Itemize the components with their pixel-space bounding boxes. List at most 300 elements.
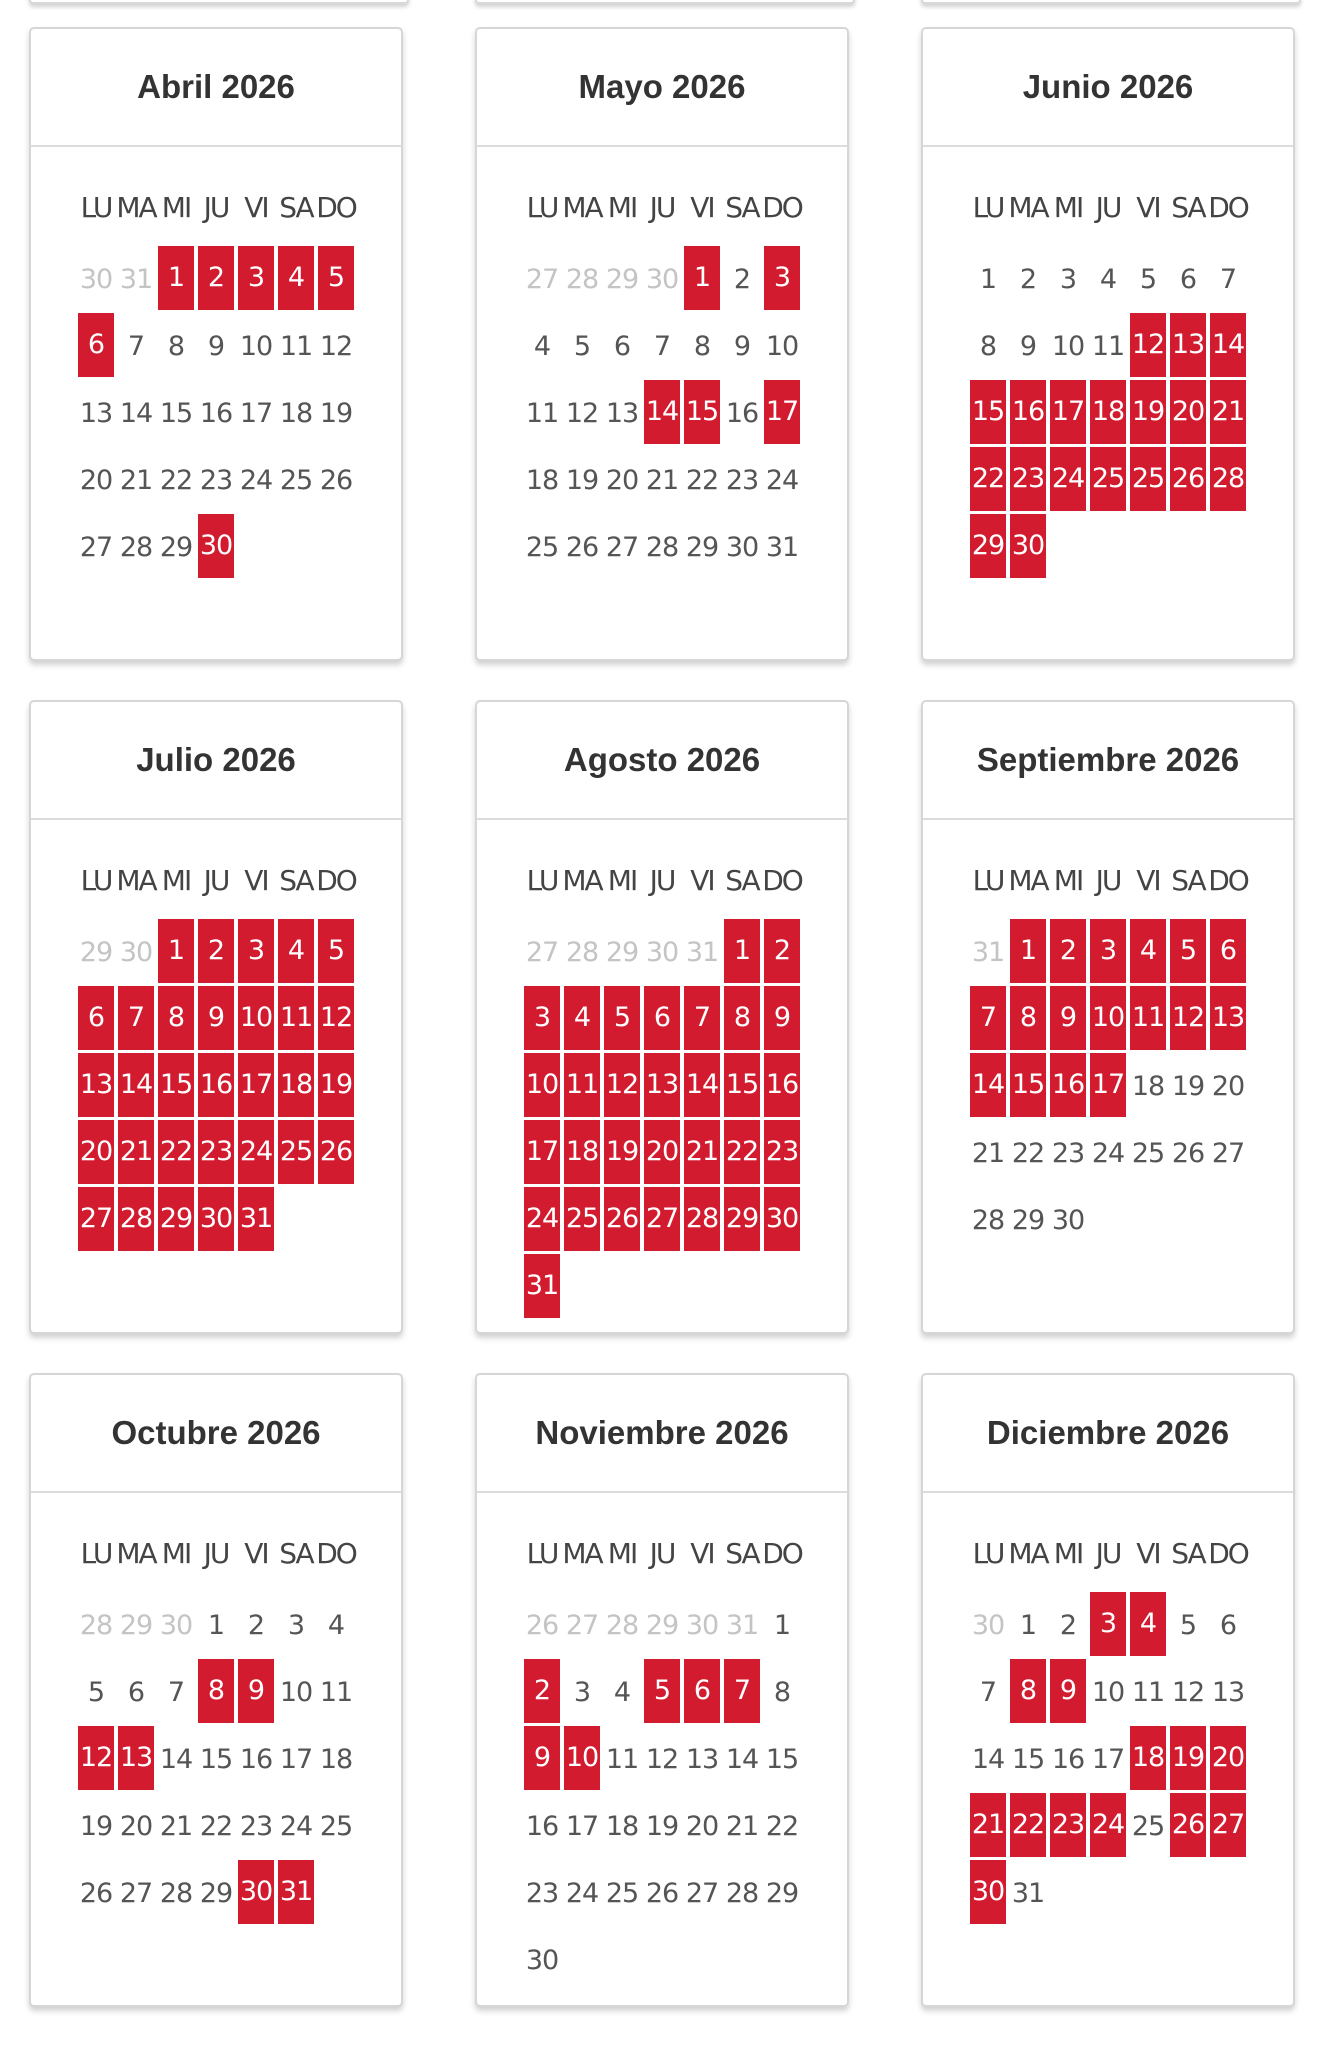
adjacent-month-day-cell[interactable]: 28 — [605, 1610, 639, 1641]
adjacent-month-day-cell[interactable]: 30 — [645, 937, 679, 968]
day-cell[interactable]: 4 — [1099, 264, 1117, 295]
highlighted-day-cell[interactable]: 23 — [1010, 447, 1046, 511]
adjacent-month-day-cell[interactable]: 27 — [525, 937, 559, 968]
day-cell[interactable]: 14 — [119, 398, 153, 429]
day-cell[interactable]: 25 — [1131, 1138, 1165, 1169]
highlighted-day-cell[interactable]: 4 — [1130, 1592, 1166, 1656]
highlighted-day-cell[interactable]: 24 — [1090, 1793, 1126, 1857]
highlighted-day-cell[interactable]: 6 — [644, 986, 680, 1050]
adjacent-month-day-cell[interactable]: 30 — [159, 1610, 193, 1641]
day-cell[interactable]: 21 — [119, 465, 153, 496]
highlighted-day-cell[interactable]: 5 — [318, 919, 354, 983]
adjacent-month-day-cell[interactable]: 31 — [119, 264, 153, 295]
highlighted-day-cell[interactable]: 15 — [684, 380, 720, 444]
highlighted-day-cell[interactable]: 5 — [1170, 919, 1206, 983]
highlighted-day-cell[interactable]: 3 — [524, 986, 560, 1050]
highlighted-day-cell[interactable]: 30 — [198, 1187, 234, 1251]
day-cell[interactable]: 10 — [765, 331, 799, 362]
day-cell[interactable]: 16 — [199, 398, 233, 429]
adjacent-month-day-cell[interactable]: 29 — [79, 937, 113, 968]
highlighted-day-cell[interactable]: 1 — [1010, 919, 1046, 983]
day-cell[interactable]: 4 — [533, 331, 551, 362]
highlighted-day-cell[interactable]: 28 — [684, 1187, 720, 1251]
day-cell[interactable]: 11 — [319, 1677, 353, 1708]
highlighted-day-cell[interactable]: 19 — [318, 1053, 354, 1117]
highlighted-day-cell[interactable]: 12 — [318, 986, 354, 1050]
highlighted-day-cell[interactable]: 10 — [524, 1053, 560, 1117]
day-cell[interactable]: 28 — [119, 532, 153, 563]
highlighted-day-cell[interactable]: 19 — [1130, 380, 1166, 444]
highlighted-day-cell[interactable]: 31 — [278, 1860, 314, 1924]
highlighted-day-cell[interactable]: 21 — [970, 1793, 1006, 1857]
day-cell[interactable]: 16 — [1051, 1744, 1085, 1775]
highlighted-day-cell[interactable]: 3 — [1090, 1592, 1126, 1656]
day-cell[interactable]: 24 — [279, 1811, 313, 1842]
day-cell[interactable]: 2 — [247, 1610, 265, 1641]
highlighted-day-cell[interactable]: 9 — [198, 986, 234, 1050]
highlighted-day-cell[interactable]: 8 — [724, 986, 760, 1050]
day-cell[interactable]: 14 — [159, 1744, 193, 1775]
day-cell[interactable]: 6 — [1179, 264, 1197, 295]
day-cell[interactable]: 12 — [1171, 1677, 1205, 1708]
day-cell[interactable]: 21 — [725, 1811, 759, 1842]
highlighted-day-cell[interactable]: 16 — [198, 1053, 234, 1117]
day-cell[interactable]: 6 — [1219, 1610, 1237, 1641]
highlighted-day-cell[interactable]: 30 — [198, 514, 234, 578]
day-cell[interactable]: 27 — [685, 1878, 719, 1909]
highlighted-day-cell[interactable]: 10 — [238, 986, 274, 1050]
day-cell[interactable]: 20 — [605, 465, 639, 496]
day-cell[interactable]: 25 — [525, 532, 559, 563]
highlighted-day-cell[interactable]: 11 — [1130, 986, 1166, 1050]
highlighted-day-cell[interactable]: 6 — [78, 313, 114, 377]
highlighted-day-cell[interactable]: 28 — [1210, 447, 1246, 511]
adjacent-month-day-cell[interactable]: 31 — [725, 1610, 759, 1641]
highlighted-day-cell[interactable]: 24 — [1050, 447, 1086, 511]
day-cell[interactable]: 26 — [565, 532, 599, 563]
day-cell[interactable]: 22 — [685, 465, 719, 496]
day-cell[interactable]: 2 — [733, 264, 751, 295]
highlighted-day-cell[interactable]: 9 — [1050, 1659, 1086, 1723]
day-cell[interactable]: 9 — [733, 331, 751, 362]
adjacent-month-day-cell[interactable]: 27 — [565, 1610, 599, 1641]
day-cell[interactable]: 30 — [1051, 1205, 1085, 1236]
day-cell[interactable]: 26 — [79, 1878, 113, 1909]
highlighted-day-cell[interactable]: 14 — [1210, 313, 1246, 377]
adjacent-month-day-cell[interactable]: 31 — [685, 937, 719, 968]
day-cell[interactable]: 12 — [319, 331, 353, 362]
day-cell[interactable]: 19 — [1171, 1071, 1205, 1102]
day-cell[interactable]: 10 — [279, 1677, 313, 1708]
highlighted-day-cell[interactable]: 11 — [278, 986, 314, 1050]
highlighted-day-cell[interactable]: 2 — [764, 919, 800, 983]
adjacent-month-day-cell[interactable]: 28 — [565, 937, 599, 968]
highlighted-day-cell[interactable]: 9 — [764, 986, 800, 1050]
day-cell[interactable]: 28 — [971, 1205, 1005, 1236]
day-cell[interactable]: 29 — [765, 1878, 799, 1909]
day-cell[interactable]: 19 — [645, 1811, 679, 1842]
highlighted-day-cell[interactable]: 26 — [1170, 1793, 1206, 1857]
day-cell[interactable]: 27 — [605, 532, 639, 563]
day-cell[interactable]: 19 — [79, 1811, 113, 1842]
day-cell[interactable]: 19 — [565, 465, 599, 496]
day-cell[interactable]: 11 — [1091, 331, 1125, 362]
adjacent-month-day-cell[interactable]: 26 — [525, 1610, 559, 1641]
adjacent-month-day-cell[interactable]: 30 — [685, 1610, 719, 1641]
day-cell[interactable]: 8 — [979, 331, 997, 362]
highlighted-day-cell[interactable]: 29 — [724, 1187, 760, 1251]
day-cell[interactable]: 10 — [1051, 331, 1085, 362]
day-cell[interactable]: 27 — [1211, 1138, 1245, 1169]
highlighted-day-cell[interactable]: 17 — [764, 380, 800, 444]
highlighted-day-cell[interactable]: 18 — [564, 1120, 600, 1184]
highlighted-day-cell[interactable]: 30 — [970, 1860, 1006, 1924]
highlighted-day-cell[interactable]: 25 — [564, 1187, 600, 1251]
highlighted-day-cell[interactable]: 7 — [970, 986, 1006, 1050]
adjacent-month-day-cell[interactable]: 29 — [645, 1610, 679, 1641]
day-cell[interactable]: 25 — [279, 465, 313, 496]
highlighted-day-cell[interactable]: 21 — [1210, 380, 1246, 444]
highlighted-day-cell[interactable]: 29 — [970, 514, 1006, 578]
highlighted-day-cell[interactable]: 7 — [724, 1659, 760, 1723]
day-cell[interactable]: 18 — [525, 465, 559, 496]
day-cell[interactable]: 26 — [1171, 1138, 1205, 1169]
highlighted-day-cell[interactable]: 14 — [644, 380, 680, 444]
highlighted-day-cell[interactable]: 4 — [278, 919, 314, 983]
weekday-header: DO — [1208, 864, 1248, 897]
highlighted-day-cell[interactable]: 13 — [1210, 986, 1246, 1050]
day-cell[interactable]: 6 — [127, 1677, 145, 1708]
day-cell[interactable]: 4 — [613, 1677, 631, 1708]
day-cell[interactable]: 7 — [1219, 264, 1237, 295]
highlighted-day-cell[interactable]: 27 — [1210, 1793, 1246, 1857]
highlighted-day-cell[interactable]: 18 — [278, 1053, 314, 1117]
day-cell[interactable]: 3 — [1059, 264, 1077, 295]
highlighted-day-cell[interactable]: 8 — [158, 986, 194, 1050]
highlighted-day-cell[interactable]: 20 — [1170, 380, 1206, 444]
day-cell[interactable]: 21 — [159, 1811, 193, 1842]
highlighted-day-cell[interactable]: 6 — [1210, 919, 1246, 983]
highlighted-day-cell[interactable]: 8 — [1010, 1659, 1046, 1723]
day-cell[interactable]: 14 — [971, 1744, 1005, 1775]
highlighted-day-cell[interactable]: 23 — [764, 1120, 800, 1184]
highlighted-day-cell[interactable]: 30 — [764, 1187, 800, 1251]
weekday-header: SA — [279, 1537, 313, 1570]
adjacent-month-day-cell[interactable]: 31 — [971, 937, 1005, 968]
adjacent-month-day-cell[interactable]: 30 — [119, 937, 153, 968]
day-cell[interactable]: 11 — [1131, 1677, 1165, 1708]
highlighted-day-cell[interactable]: 19 — [1170, 1726, 1206, 1790]
adjacent-month-day-cell[interactable]: 30 — [645, 264, 679, 295]
highlighted-day-cell[interactable]: 4 — [278, 246, 314, 310]
highlighted-day-cell[interactable]: 9 — [524, 1726, 560, 1790]
highlighted-day-cell[interactable]: 24 — [238, 1120, 274, 1184]
day-cell[interactable]: 12 — [645, 1744, 679, 1775]
highlighted-day-cell[interactable]: 26 — [1170, 447, 1206, 511]
day-cell[interactable]: 2 — [1019, 264, 1037, 295]
highlighted-day-cell[interactable]: 10 — [564, 1726, 600, 1790]
highlighted-day-cell[interactable]: 9 — [238, 1659, 274, 1723]
day-cell[interactable]: 21 — [645, 465, 679, 496]
day-cell[interactable]: 1 — [979, 264, 997, 295]
day-cell[interactable]: 7 — [167, 1677, 185, 1708]
day-cell[interactable]: 16 — [525, 1811, 559, 1842]
highlighted-day-cell[interactable]: 4 — [564, 986, 600, 1050]
highlighted-day-cell[interactable]: 14 — [118, 1053, 154, 1117]
highlighted-day-cell[interactable]: 1 — [158, 919, 194, 983]
day-cell[interactable]: 16 — [725, 398, 759, 429]
day-cell[interactable]: 28 — [159, 1878, 193, 1909]
highlighted-day-cell[interactable]: 20 — [78, 1120, 114, 1184]
day-cell[interactable]: 22 — [159, 465, 193, 496]
highlighted-day-cell[interactable]: 12 — [1130, 313, 1166, 377]
weekday-header: MI — [1053, 1537, 1083, 1570]
highlighted-day-cell[interactable]: 31 — [238, 1187, 274, 1251]
day-cell[interactable]: 5 — [1139, 264, 1157, 295]
day-cell[interactable]: 1 — [207, 1610, 225, 1641]
highlighted-day-cell[interactable]: 26 — [318, 1120, 354, 1184]
highlighted-day-cell[interactable]: 2 — [1050, 919, 1086, 983]
day-cell[interactable]: 25 — [605, 1878, 639, 1909]
day-cell[interactable]: 8 — [693, 331, 711, 362]
highlighted-day-cell[interactable]: 27 — [644, 1187, 680, 1251]
highlighted-day-cell[interactable]: 2 — [524, 1659, 560, 1723]
day-cell[interactable]: 20 — [119, 1811, 153, 1842]
highlighted-day-cell[interactable]: 3 — [1090, 919, 1126, 983]
day-cell[interactable]: 17 — [565, 1811, 599, 1842]
highlighted-day-cell[interactable]: 6 — [78, 986, 114, 1050]
day-cell[interactable]: 31 — [765, 532, 799, 563]
day-cell[interactable]: 11 — [525, 398, 559, 429]
highlighted-day-cell[interactable]: 28 — [118, 1187, 154, 1251]
adjacent-month-day-cell[interactable]: 30 — [971, 1610, 1005, 1641]
highlighted-day-cell[interactable]: 15 — [970, 380, 1006, 444]
day-cell[interactable]: 25 — [319, 1811, 353, 1842]
adjacent-month-day-cell[interactable]: 29 — [605, 937, 639, 968]
adjacent-month-day-cell[interactable]: 28 — [79, 1610, 113, 1641]
day-cell[interactable]: 17 — [1091, 1744, 1125, 1775]
day-cell[interactable]: 8 — [167, 331, 185, 362]
highlighted-day-cell[interactable]: 1 — [684, 246, 720, 310]
day-cell[interactable]: 17 — [239, 398, 273, 429]
day-cell[interactable]: 20 — [685, 1811, 719, 1842]
day-cell[interactable]: 28 — [725, 1878, 759, 1909]
day-cell[interactable]: 29 — [159, 532, 193, 563]
highlighted-day-cell[interactable]: 24 — [524, 1187, 560, 1251]
day-cell[interactable]: 7 — [127, 331, 145, 362]
highlighted-day-cell[interactable]: 19 — [604, 1120, 640, 1184]
day-cell[interactable]: 24 — [1091, 1138, 1125, 1169]
day-cell[interactable]: 22 — [765, 1811, 799, 1842]
day-cell[interactable]: 18 — [279, 398, 313, 429]
highlighted-day-cell[interactable]: 30 — [238, 1860, 274, 1924]
highlighted-day-cell[interactable]: 4 — [1130, 919, 1166, 983]
highlighted-day-cell[interactable]: 9 — [1050, 986, 1086, 1050]
highlighted-day-cell[interactable]: 15 — [158, 1053, 194, 1117]
day-cell[interactable]: 1 — [1019, 1610, 1037, 1641]
day-cell[interactable]: 16 — [239, 1744, 273, 1775]
highlighted-day-cell[interactable]: 5 — [318, 246, 354, 310]
highlighted-day-cell[interactable]: 22 — [158, 1120, 194, 1184]
highlighted-day-cell[interactable]: 2 — [198, 246, 234, 310]
day-cell[interactable]: 27 — [79, 532, 113, 563]
day-cell[interactable]: 11 — [605, 1744, 639, 1775]
highlighted-day-cell[interactable]: 21 — [118, 1120, 154, 1184]
adjacent-month-day-cell[interactable]: 27 — [525, 264, 559, 295]
adjacent-month-day-cell[interactable]: 28 — [565, 264, 599, 295]
day-cell[interactable]: 24 — [565, 1878, 599, 1909]
highlighted-day-cell[interactable]: 12 — [1170, 986, 1206, 1050]
highlighted-day-cell[interactable]: 7 — [118, 986, 154, 1050]
highlighted-day-cell[interactable]: 3 — [238, 246, 274, 310]
highlighted-day-cell[interactable]: 12 — [604, 1053, 640, 1117]
day-cell[interactable]: 28 — [645, 532, 679, 563]
highlighted-day-cell[interactable]: 17 — [1090, 1053, 1126, 1117]
day-cell[interactable]: 13 — [605, 398, 639, 429]
day-cell[interactable]: 29 — [1011, 1205, 1045, 1236]
day-cell[interactable]: 2 — [1059, 1610, 1077, 1641]
highlighted-day-cell[interactable]: 23 — [1050, 1793, 1086, 1857]
day-cell[interactable]: 19 — [319, 398, 353, 429]
day-cell[interactable]: 14 — [725, 1744, 759, 1775]
highlighted-day-cell[interactable]: 12 — [78, 1726, 114, 1790]
day-cell[interactable]: 12 — [565, 398, 599, 429]
day-cell[interactable]: 18 — [319, 1744, 353, 1775]
day-cell[interactable]: 5 — [573, 331, 591, 362]
highlighted-day-cell[interactable]: 22 — [970, 447, 1006, 511]
day-cell[interactable]: 23 — [725, 465, 759, 496]
day-cell[interactable]: 15 — [1011, 1744, 1045, 1775]
day-cell[interactable]: 3 — [287, 1610, 305, 1641]
highlighted-day-cell[interactable]: 15 — [1010, 1053, 1046, 1117]
day-cell[interactable]: 26 — [645, 1878, 679, 1909]
highlighted-day-cell[interactable]: 30 — [1010, 514, 1046, 578]
day-cell[interactable]: 4 — [327, 1610, 345, 1641]
day-cell[interactable]: 15 — [199, 1744, 233, 1775]
day-cell[interactable]: 13 — [685, 1744, 719, 1775]
day-cell[interactable]: 23 — [1051, 1138, 1085, 1169]
day-cell[interactable]: 7 — [653, 331, 671, 362]
highlighted-day-cell[interactable]: 15 — [724, 1053, 760, 1117]
day-cell[interactable]: 9 — [207, 331, 225, 362]
highlighted-day-cell[interactable]: 31 — [524, 1254, 560, 1318]
day-cell[interactable]: 23 — [525, 1878, 559, 1909]
day-cell[interactable]: 5 — [87, 1677, 105, 1708]
day-cell[interactable]: 3 — [573, 1677, 591, 1708]
day-cell[interactable]: 24 — [239, 465, 273, 496]
day-cell[interactable]: 10 — [239, 331, 273, 362]
highlighted-day-cell[interactable]: 17 — [1050, 380, 1086, 444]
highlighted-day-cell[interactable]: 20 — [644, 1120, 680, 1184]
day-cell[interactable]: 18 — [605, 1811, 639, 1842]
adjacent-month-day-cell[interactable]: 30 — [79, 264, 113, 295]
highlighted-day-cell[interactable]: 27 — [78, 1187, 114, 1251]
highlighted-day-cell[interactable]: 22 — [724, 1120, 760, 1184]
day-cell[interactable]: 15 — [159, 398, 193, 429]
day-cell[interactable]: 13 — [1211, 1677, 1245, 1708]
highlighted-day-cell[interactable]: 3 — [238, 919, 274, 983]
highlighted-day-cell[interactable]: 16 — [1010, 380, 1046, 444]
highlighted-day-cell[interactable]: 6 — [684, 1659, 720, 1723]
highlighted-day-cell[interactable]: 25 — [1130, 447, 1166, 511]
day-cell[interactable]: 24 — [765, 465, 799, 496]
highlighted-day-cell[interactable]: 5 — [644, 1659, 680, 1723]
adjacent-month-day-cell[interactable]: 29 — [119, 1610, 153, 1641]
highlighted-day-cell[interactable]: 8 — [198, 1659, 234, 1723]
highlighted-day-cell[interactable]: 23 — [198, 1120, 234, 1184]
day-cell[interactable]: 27 — [119, 1878, 153, 1909]
day-cell[interactable]: 7 — [979, 1677, 997, 1708]
day-cell[interactable]: 17 — [279, 1744, 313, 1775]
highlighted-day-cell[interactable]: 7 — [684, 986, 720, 1050]
highlighted-day-cell[interactable]: 17 — [238, 1053, 274, 1117]
day-cell[interactable]: 18 — [1131, 1071, 1165, 1102]
day-cell[interactable]: 5 — [1179, 1610, 1197, 1641]
highlighted-day-cell[interactable]: 26 — [604, 1187, 640, 1251]
day-cell[interactable]: 30 — [525, 1945, 559, 1976]
highlighted-day-cell[interactable]: 11 — [564, 1053, 600, 1117]
day-cell[interactable]: 20 — [79, 465, 113, 496]
day-cell[interactable]: 21 — [971, 1138, 1005, 1169]
highlighted-day-cell[interactable]: 1 — [158, 246, 194, 310]
highlighted-day-cell[interactable]: 8 — [1010, 986, 1046, 1050]
highlighted-day-cell[interactable]: 14 — [970, 1053, 1006, 1117]
highlighted-day-cell[interactable]: 1 — [724, 919, 760, 983]
highlighted-day-cell[interactable]: 18 — [1090, 380, 1126, 444]
highlighted-day-cell[interactable]: 16 — [764, 1053, 800, 1117]
highlighted-day-cell[interactable]: 17 — [524, 1120, 560, 1184]
day-cell[interactable]: 1 — [773, 1610, 791, 1641]
highlighted-day-cell[interactable]: 13 — [78, 1053, 114, 1117]
highlighted-day-cell[interactable]: 25 — [278, 1120, 314, 1184]
day-cell[interactable]: 9 — [1019, 331, 1037, 362]
highlighted-day-cell[interactable]: 13 — [118, 1726, 154, 1790]
day-cell[interactable]: 11 — [279, 331, 313, 362]
highlighted-day-cell[interactable]: 3 — [764, 246, 800, 310]
day-cell[interactable]: 23 — [239, 1811, 273, 1842]
day-cell[interactable]: 26 — [319, 465, 353, 496]
day-cell[interactable]: 10 — [1091, 1677, 1125, 1708]
day-cell[interactable]: 31 — [1011, 1878, 1045, 1909]
highlighted-day-cell[interactable]: 20 — [1210, 1726, 1246, 1790]
highlighted-day-cell[interactable]: 25 — [1090, 447, 1126, 511]
day-cell[interactable]: 15 — [765, 1744, 799, 1775]
day-cell[interactable]: 13 — [79, 398, 113, 429]
highlighted-day-cell[interactable]: 18 — [1130, 1726, 1166, 1790]
day-cell[interactable]: 8 — [773, 1677, 791, 1708]
adjacent-month-day-cell[interactable]: 29 — [605, 264, 639, 295]
highlighted-day-cell[interactable]: 14 — [684, 1053, 720, 1117]
highlighted-day-cell[interactable]: 13 — [1170, 313, 1206, 377]
highlighted-day-cell[interactable]: 13 — [644, 1053, 680, 1117]
highlighted-day-cell[interactable]: 22 — [1010, 1793, 1046, 1857]
highlighted-day-cell[interactable]: 5 — [604, 986, 640, 1050]
day-cell[interactable]: 22 — [199, 1811, 233, 1842]
highlighted-day-cell[interactable]: 2 — [198, 919, 234, 983]
day-cell[interactable]: 6 — [613, 331, 631, 362]
highlighted-day-cell[interactable]: 10 — [1090, 986, 1126, 1050]
highlighted-day-cell[interactable]: 29 — [158, 1187, 194, 1251]
highlighted-day-cell[interactable]: 16 — [1050, 1053, 1086, 1117]
highlighted-day-cell[interactable]: 21 — [684, 1120, 720, 1184]
day-cell[interactable]: 22 — [1011, 1138, 1045, 1169]
day-cell[interactable]: 29 — [685, 532, 719, 563]
day-cell[interactable]: 25 — [1131, 1811, 1165, 1842]
day-cell[interactable]: 20 — [1211, 1071, 1245, 1102]
day-cell[interactable]: 30 — [725, 532, 759, 563]
day-cell[interactable]: 23 — [199, 465, 233, 496]
day-cell[interactable]: 29 — [199, 1878, 233, 1909]
